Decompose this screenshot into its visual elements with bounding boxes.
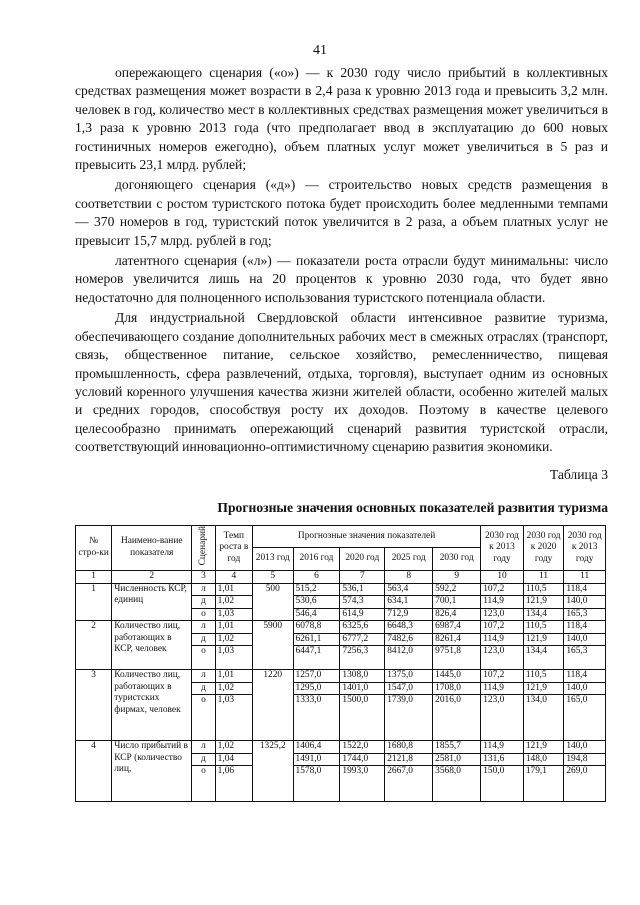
cell-rate: 1,02 xyxy=(215,596,252,609)
cell-2025: 634,1 xyxy=(385,596,433,609)
cell-scenario: л xyxy=(192,583,215,596)
cell-ratio: 107,2 xyxy=(481,670,524,683)
cell-ratio: 118,4 xyxy=(564,583,606,596)
cell-ratio: 123,0 xyxy=(481,695,524,741)
cell-2020: 6325,6 xyxy=(340,621,385,634)
row-num: 1 xyxy=(76,583,112,621)
cell-ratio: 134,4 xyxy=(523,646,564,670)
header-ratio-2030-2013: 2030 год к 2013 году xyxy=(481,526,524,571)
cell-2030: 8261,4 xyxy=(433,633,481,646)
cell-2030: 6987,4 xyxy=(433,621,481,634)
cell-2025: 2121,8 xyxy=(385,753,433,766)
cell-ratio: 194,8 xyxy=(564,753,606,766)
cell-scenario: д xyxy=(192,596,215,609)
table-row xyxy=(76,621,606,634)
row-name: Число прибытий в КСР (количество лиц, xyxy=(112,741,192,802)
cell-ratio: 118,4 xyxy=(564,621,606,634)
cell-ratio: 140,0 xyxy=(564,633,606,646)
cell-ratio: 110,5 xyxy=(523,621,564,634)
cell-2030: 2016,0 xyxy=(433,695,481,741)
column-numbers-row xyxy=(76,570,606,583)
cell-2016: 1295,0 xyxy=(293,682,340,695)
cell-2016: 1333,0 xyxy=(293,695,340,741)
cell-scenario: л xyxy=(192,670,215,683)
cell-2030: 1445,0 xyxy=(433,670,481,683)
header-name: Наимено-вание показателя xyxy=(112,526,192,571)
paragraph: Для индустриальной Свердловской области интенсивное развитие туризма, обеспечивающего создание дополнительных рабочих мест в смежных отраслях (транспорт, связь, общественное питание, сельское хозяйство, ремесленничество, пищевая промышленность, сфера развлечений, отдыха, торговля), выступает одним из основных условий коренного улучшения качества жизни жителей области, особенно жителей малых и средних городов, способствуя росту их доходов. Поэтому в качестве целевого целесообразно принимать опережающий сценарий развития туристской отрасли, соответствующий инновационно-оптимистичному сценарию развития экономики. xyxy=(75,310,608,455)
cell-2016: 530,6 xyxy=(293,596,340,609)
cell-2020: 1500,0 xyxy=(340,695,385,741)
col-num: 11 xyxy=(564,570,606,583)
cell-2030: 1708,0 xyxy=(433,682,481,695)
cell-scenario: о xyxy=(192,695,215,741)
cell-ratio: 121,9 xyxy=(523,633,564,646)
cell-rate: 1,02 xyxy=(215,633,252,646)
cell-2025: 563,4 xyxy=(385,583,433,596)
cell-2025: 712,9 xyxy=(385,608,433,621)
cell-ratio: 269,0 xyxy=(564,766,606,802)
cell-ratio: 121,9 xyxy=(523,741,564,754)
cell-ratio: 165,3 xyxy=(564,608,606,621)
cell-2025: 7482,6 xyxy=(385,633,433,646)
cell-rate: 1,03 xyxy=(215,646,252,670)
cell-2016: 6261,1 xyxy=(293,633,340,646)
header-ratio-2030-2013-b: 2030 год к 2013 году xyxy=(564,526,606,571)
header-2013: 2013 год xyxy=(252,548,293,570)
page-number: 41 xyxy=(313,43,327,58)
cell-ratio: 179,1 xyxy=(523,766,564,802)
cell-2013: 500 xyxy=(252,583,293,621)
cell-scenario: о xyxy=(192,646,215,670)
cell-ratio: 110,5 xyxy=(523,583,564,596)
body-text xyxy=(75,64,608,459)
cell-2020: 1522,0 xyxy=(340,741,385,754)
forecast-table xyxy=(75,525,606,802)
cell-scenario: о xyxy=(192,608,215,621)
cell-ratio: 123,0 xyxy=(481,646,524,670)
row-num: 3 xyxy=(76,670,112,741)
cell-2025: 8412,0 xyxy=(385,646,433,670)
cell-rate: 1,04 xyxy=(215,753,252,766)
cell-2020: 614,9 xyxy=(340,608,385,621)
header-forecast-group: Прогнозные значения показателей xyxy=(252,526,480,548)
cell-2020: 6777,2 xyxy=(340,633,385,646)
col-num: 4 xyxy=(215,570,252,583)
cell-ratio: 140,0 xyxy=(564,741,606,754)
cell-2016: 1491,0 xyxy=(293,753,340,766)
cell-2025: 1375,0 xyxy=(385,670,433,683)
row-num: 2 xyxy=(76,621,112,670)
header-num: № стро-ки xyxy=(76,526,112,571)
cell-ratio: 114,9 xyxy=(481,741,524,754)
cell-ratio: 121,9 xyxy=(523,682,564,695)
cell-2020: 574,3 xyxy=(340,596,385,609)
table-label: Таблица 3 xyxy=(549,467,608,482)
cell-2030: 2581,0 xyxy=(433,753,481,766)
cell-scenario: д xyxy=(192,682,215,695)
header-2030: 2030 год xyxy=(433,548,481,570)
cell-scenario: л xyxy=(192,741,215,754)
header-2025: 2025 год xyxy=(385,548,433,570)
cell-ratio: 114,9 xyxy=(481,682,524,695)
cell-2030: 700,1 xyxy=(433,596,481,609)
cell-ratio: 165,3 xyxy=(564,646,606,670)
col-num: 8 xyxy=(385,570,433,583)
row-name: Количество лиц, работающих в КСР, человек xyxy=(112,621,192,670)
paragraph: опережающего сценария («о») — к 2030 году число прибытий в коллективных средствах размещения может возрасти в 2,4 раза к уровню 2013 года и превысить 3,2 млн. человек в год, количество мест в коллективных средствах размещения может увеличиться в 1,3 раза к уровню 2013 года (что предполагает ввод в эксплуатацию до 600 новых гостиничных номеров ежегодно), объем платных услуг может увеличиться в 5 раз и превысить 23,1 млрд. рублей; xyxy=(75,65,608,173)
table-row xyxy=(76,583,606,596)
cell-ratio: 118,4 xyxy=(564,670,606,683)
cell-ratio: 110,5 xyxy=(523,670,564,683)
cell-ratio: 140,0 xyxy=(564,596,606,609)
cell-2025: 2667,0 xyxy=(385,766,433,802)
cell-2030: 3568,0 xyxy=(433,766,481,802)
cell-2030: 1855,7 xyxy=(433,741,481,754)
cell-rate: 1,01 xyxy=(215,621,252,634)
col-num: 11 xyxy=(523,570,564,583)
cell-2030: 826,4 xyxy=(433,608,481,621)
cell-scenario: о xyxy=(192,766,215,802)
cell-ratio: 150,0 xyxy=(481,766,524,802)
cell-2013: 1325,2 xyxy=(252,741,293,802)
col-num: 6 xyxy=(293,570,340,583)
cell-scenario: л xyxy=(192,621,215,634)
cell-2013: 5900 xyxy=(252,621,293,670)
cell-2020: 1401,0 xyxy=(340,682,385,695)
cell-2020: 1993,0 xyxy=(340,766,385,802)
cell-2016: 6078,8 xyxy=(293,621,340,634)
cell-ratio: 121,9 xyxy=(523,596,564,609)
table-row xyxy=(76,670,606,683)
cell-ratio: 134,0 xyxy=(523,695,564,741)
row-name: Численность КСР, единиц xyxy=(112,583,192,621)
table-title: Прогнозные значения основных показателей развития туризма xyxy=(217,500,608,515)
cell-2016: 1406,4 xyxy=(293,741,340,754)
cell-2030: 9751,8 xyxy=(433,646,481,670)
cell-rate: 1,01 xyxy=(215,670,252,683)
cell-2016: 6447,1 xyxy=(293,646,340,670)
cell-ratio: 107,2 xyxy=(481,621,524,634)
row-num: 4 xyxy=(76,741,112,802)
cell-2016: 1257,0 xyxy=(293,670,340,683)
cell-scenario: д xyxy=(192,753,215,766)
cell-2025: 1739,0 xyxy=(385,695,433,741)
cell-2020: 1308,0 xyxy=(340,670,385,683)
row-name: Количество лиц, работающих в туристских фирмах, человек xyxy=(112,670,192,741)
paragraph: догоняющего сценария («д») — строительство новых средств размещения в соответствии с ростом туристского потока будет происходить более медленными темпами — 370 номеров в год, туристский поток увеличится в 2 раза, а объем платных услуг не превысит 15,7 млрд. рублей в год; xyxy=(75,177,608,248)
cell-2020: 536,1 xyxy=(340,583,385,596)
col-num: 3 xyxy=(192,570,215,583)
cell-rate: 1,03 xyxy=(215,608,252,621)
col-num: 7 xyxy=(340,570,385,583)
cell-ratio: 114,9 xyxy=(481,596,524,609)
header-2020: 2020 год xyxy=(340,548,385,570)
col-num: 9 xyxy=(433,570,481,583)
cell-ratio: 140,0 xyxy=(564,682,606,695)
cell-ratio: 131,6 xyxy=(481,753,524,766)
cell-2020: 1744,0 xyxy=(340,753,385,766)
cell-scenario: д xyxy=(192,633,215,646)
cell-rate: 1,03 xyxy=(215,695,252,741)
cell-2016: 515,2 xyxy=(293,583,340,596)
header-scenario-label: Сценарий xyxy=(197,526,208,566)
cell-ratio: 114,9 xyxy=(481,633,524,646)
cell-2020: 7256,3 xyxy=(340,646,385,670)
cell-ratio: 165,0 xyxy=(564,695,606,741)
table-row xyxy=(76,741,606,754)
col-num: 5 xyxy=(252,570,293,583)
cell-2030: 592,2 xyxy=(433,583,481,596)
paragraph: латентного сценария («л») — показатели роста отрасли будут минимальны: число номеров увеличится лишь на 20 процентов к уровню 2030 года, что будет явно недостаточно для полноценного использования туристского потенциала области. xyxy=(75,253,608,305)
cell-rate: 1,06 xyxy=(215,766,252,802)
col-num: 2 xyxy=(112,570,192,583)
cell-ratio: 123,0 xyxy=(481,608,524,621)
header-ratio-2030-2020: 2030 год к 2020 году xyxy=(523,526,564,571)
col-num: 10 xyxy=(481,570,524,583)
header-rate: Темп роста в год xyxy=(215,526,252,571)
cell-ratio: 107,2 xyxy=(481,583,524,596)
cell-2016: 1578,0 xyxy=(293,766,340,802)
cell-ratio: 148,0 xyxy=(523,753,564,766)
cell-2025: 6648,3 xyxy=(385,621,433,634)
cell-ratio: 134,4 xyxy=(523,608,564,621)
cell-rate: 1,02 xyxy=(215,682,252,695)
cell-rate: 1,02 xyxy=(215,741,252,754)
header-2016: 2016 год xyxy=(293,548,340,570)
cell-2025: 1547,0 xyxy=(385,682,433,695)
col-num: 1 xyxy=(76,570,112,583)
header-scenario xyxy=(192,526,215,571)
cell-2013: 1220 xyxy=(252,670,293,741)
cell-2025: 1680,8 xyxy=(385,741,433,754)
cell-rate: 1,01 xyxy=(215,583,252,596)
cell-2016: 546,4 xyxy=(293,608,340,621)
